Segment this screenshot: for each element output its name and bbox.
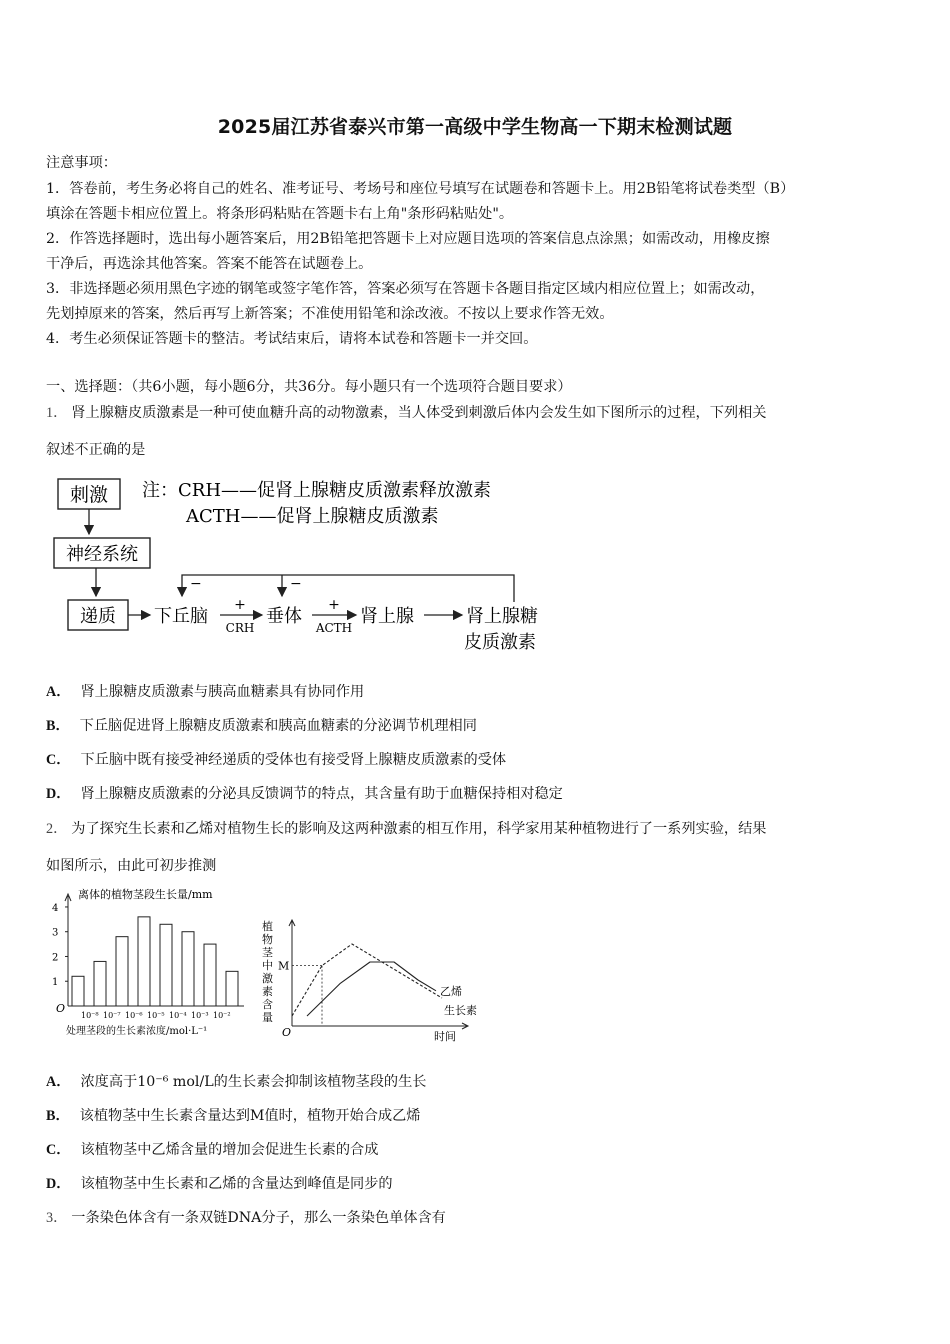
- bar: [72, 976, 84, 1006]
- question-1-stem: 1． 肾上腺糖皮质激素是一种可使血糖升高的动物激素，当人体受到刺激后体内会发生如下图所示的过程，下列相关: [46, 405, 767, 421]
- legend-label-auxin: 生长素: [444, 1004, 477, 1017]
- y-axis-label-char: 茎: [262, 946, 273, 959]
- notice-line: 3．非选择题必须用黑色字迹的钢笔或签字笔作答，答案必须写在答题卡各题目指定区域内相应位置上；如需改动，: [46, 281, 765, 297]
- hormone-label: 皮质激素: [464, 632, 536, 653]
- y-tick-label: 2: [52, 952, 59, 964]
- notice-line: 2．作答选择题时，选出每小题答案后，用2B铅笔把答题卡上对应题目选项的答案信息点涂黑；如需改动，用橡皮擦: [46, 231, 770, 247]
- x-tick-label: 10⁻³: [191, 1011, 209, 1020]
- option-a[interactable]: A． 肾上腺糖皮质激素与胰高血糖素具有协同作用: [46, 684, 365, 700]
- stimulus-label: 刺激: [69, 484, 109, 506]
- x-tick-label: 10⁻⁶: [125, 1011, 143, 1020]
- nervous-system-label: 神经系统: [66, 544, 138, 565]
- hypothalamus-label: 下丘脑: [154, 606, 208, 627]
- y-tick-label: 3: [52, 927, 59, 939]
- acth-label: ACTH: [315, 621, 353, 635]
- x-tick-label: 10⁻⁴: [169, 1011, 187, 1020]
- bar: [94, 961, 106, 1006]
- y-axis-label-char: 量: [262, 1011, 273, 1024]
- bar-chart-origin: O: [56, 1002, 66, 1015]
- section-heading: 一、选择题：（共6小题，每小题6分，共36分。每小题只有一个选项符合题目要求）: [46, 379, 572, 395]
- plus-sign: +: [328, 597, 340, 613]
- notice-line: 填涂在答题卡相应位置上。将条形码粘贴在答题卡右上角"条形码粘贴处"。: [46, 206, 514, 222]
- minus-sign: −: [190, 576, 202, 592]
- y-axis-label-char: 植: [262, 920, 273, 933]
- hormone-line-chart: [256, 914, 492, 1046]
- hormone-label: 肾上腺糖: [466, 606, 538, 627]
- question-number: 1．: [46, 405, 68, 421]
- notice-line: 4．考生必须保证答题卡的整洁。考试结束后，请将本试卷和答题卡一并交回。: [46, 331, 538, 347]
- line-chart-origin: O: [282, 1026, 292, 1039]
- series-line: [292, 944, 442, 1016]
- y-tick-label: 1: [52, 977, 59, 989]
- notice-heading: 注意事项：: [46, 155, 117, 171]
- y-axis-label-char: 中: [262, 959, 273, 972]
- y-axis-label-char: 含: [262, 998, 273, 1011]
- option-a[interactable]: A． 浓度高于10⁻⁶ mol/L的生长素会抑制该植物茎段的生长: [46, 1074, 427, 1090]
- page-title: 2025届江苏省泰兴市第一高级中学生物高一下期末检测试题: [217, 116, 733, 138]
- bar-chart-xlabel: 处理茎段的生长素浓度/mol·L⁻¹: [66, 1026, 208, 1037]
- x-tick-label: 10⁻⁵: [147, 1011, 165, 1020]
- x-tick-label: 10⁻⁸: [81, 1011, 99, 1020]
- crh-label: CRH: [225, 621, 255, 635]
- legend-label-ethylene: 乙烯: [440, 984, 462, 998]
- line-chart-xlabel: 时间: [434, 1030, 456, 1043]
- notice-line: 先划掉原来的答案，然后再写上新答案；不准使用铅笔和涂改液。不按以上要求作答无效。: [46, 306, 614, 322]
- bar: [138, 917, 150, 1006]
- option-c[interactable]: C． 下丘脑中既有接受神经递质的受体也有接受肾上腺糖皮质激素的受体: [46, 752, 507, 768]
- bar: [226, 971, 238, 1006]
- adrenal-label: 肾上腺: [360, 606, 414, 627]
- question-2-stem: 2． 为了探究生长素和乙烯对植物生长的影响及这两种激素的相互作用，科学家用某种植物进行了一系列实验，结果: [46, 821, 767, 837]
- option-b[interactable]: B． 下丘脑促进肾上腺糖皮质激素和胰高血糖素的分泌调节机理相同: [46, 718, 477, 734]
- series-line: [307, 962, 436, 1016]
- note-crh: 注：CRH——促肾上腺糖皮质激素释放激素: [142, 480, 492, 501]
- question-2-stem-cont: 如图所示，由此可初步推测: [46, 858, 217, 874]
- minus-sign: −: [290, 576, 302, 592]
- option-d[interactable]: D． 肾上腺糖皮质激素的分泌具反馈调节的特点，其含量有助于血糖保持相对稳定: [46, 786, 563, 802]
- option-d[interactable]: D． 该植物茎中生长素和乙烯的含量达到峰值是同步的: [46, 1176, 393, 1192]
- note-acth: ACTH——促肾上腺糖皮质激素: [186, 506, 439, 527]
- y-axis-label-char: 物: [262, 933, 273, 946]
- transmitter-label: 递质: [80, 606, 116, 627]
- question-1-stem-cont: 叙述不正确的是: [46, 442, 146, 458]
- growth-bar-chart: [44, 884, 260, 1044]
- pituitary-label: 垂体: [266, 606, 302, 627]
- option-b[interactable]: B． 该植物茎中生长素含量达到M值时，植物开始合成乙烯: [46, 1108, 421, 1124]
- x-tick-label: 10⁻⁷: [103, 1011, 121, 1020]
- question-number: 2．: [46, 821, 68, 837]
- bar: [116, 937, 128, 1006]
- y-axis-label-char: 激: [262, 972, 273, 985]
- y-axis-label-char: 素: [262, 985, 273, 998]
- question-3-stem: 3． 一条染色体含有一条双链DNA分子，那么一条染色单体含有: [46, 1210, 446, 1226]
- bar: [160, 924, 172, 1006]
- bar: [182, 932, 194, 1006]
- bar-chart-title: 离体的植物茎段生长量/mm: [78, 888, 213, 901]
- notice-line: 干净后，再选涂其他答案。答案不能答在试题卷上。: [46, 256, 373, 272]
- x-tick-label: 10⁻²: [213, 1011, 231, 1020]
- plus-sign: +: [234, 597, 246, 613]
- question-number: 3．: [46, 1210, 68, 1226]
- notice-line: 1．答卷前，考生务必将自己的姓名、准考证号、考场号和座位号填写在试题卷和答题卡上。用2B铅笔将试卷类型（B）: [46, 181, 795, 197]
- hormone-regulation-diagram: [50, 472, 570, 662]
- y-tick-label: 4: [52, 902, 59, 914]
- bar: [204, 944, 216, 1006]
- m-marker-label: M: [278, 959, 290, 973]
- option-c[interactable]: C． 该植物茎中乙烯含量的增加会促进生长素的合成: [46, 1142, 379, 1158]
